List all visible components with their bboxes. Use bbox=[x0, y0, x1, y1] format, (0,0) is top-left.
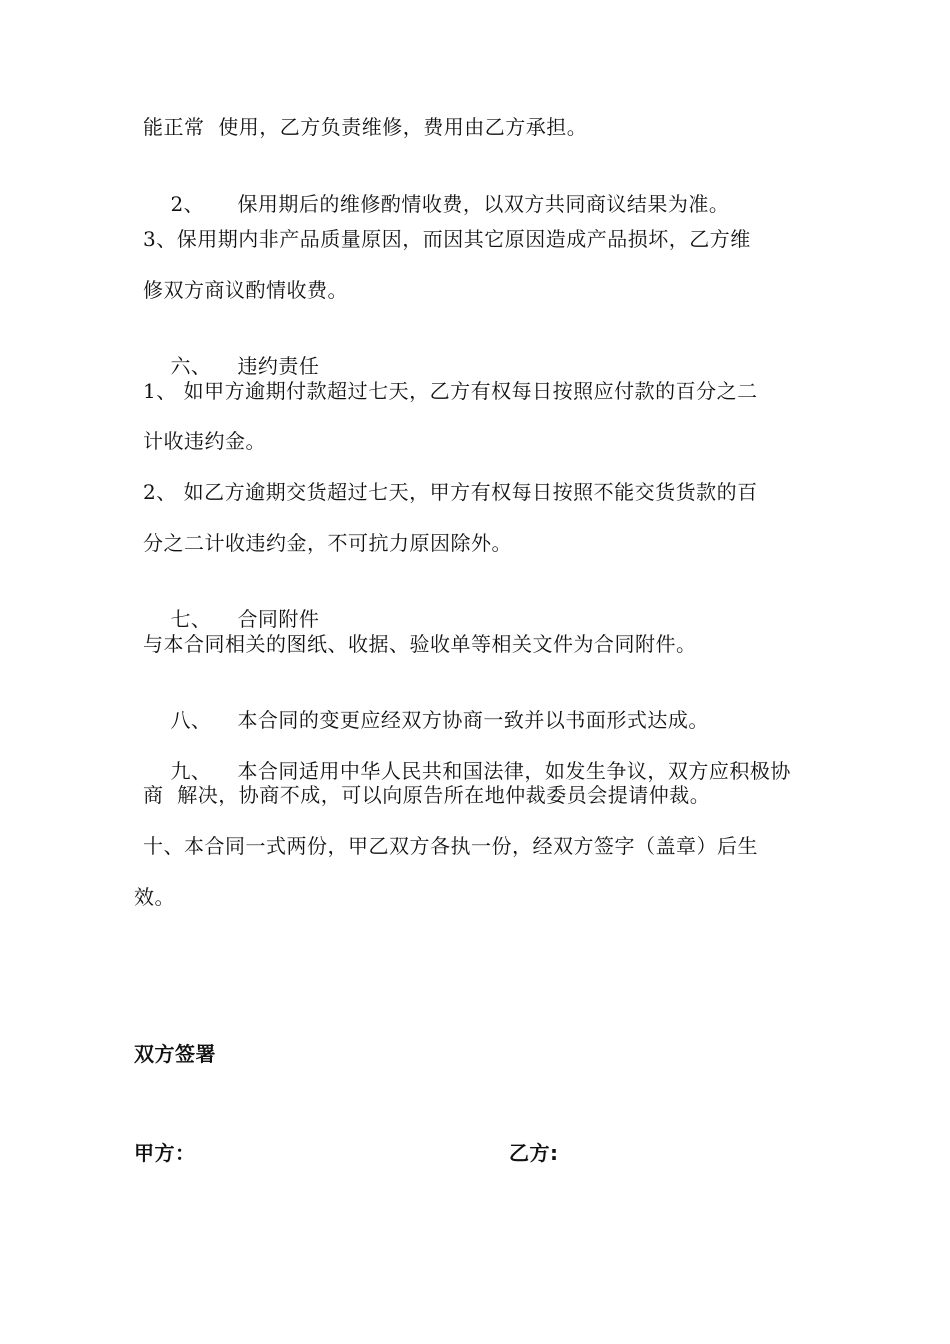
warranty-item-3-line-2: 修双方商议酌情收费。 bbox=[143, 278, 348, 302]
signature-heading: 双方签署 bbox=[134, 1042, 216, 1066]
item-text: 保用期后的维修酌情收费，以双方共同商议结果为准。 bbox=[237, 192, 730, 216]
section-number: 九、 bbox=[170, 759, 212, 783]
section-6-item-2-line-2: 分之二计收违约金，不可抗力原因除外。 bbox=[143, 531, 512, 555]
section-number: 七、 bbox=[170, 607, 212, 631]
section-number: 六、 bbox=[170, 354, 212, 378]
item-number: 2、 bbox=[170, 192, 205, 216]
section-6-item-2-line-1: 2、 如乙方逾期交货超过七天，甲方有权每日按照不能交货货款的百 bbox=[143, 480, 758, 504]
section-7-text: 与本合同相关的图纸、收据、验收单等相关文件为合同附件。 bbox=[143, 632, 697, 656]
party-a-label: 甲方： bbox=[134, 1141, 196, 1165]
section-10-line-1: 十、本合同一式两份，甲乙双方各执一份，经双方签字（盖章）后生 bbox=[143, 834, 758, 858]
section-6-item-1-line-2: 计收违约金。 bbox=[143, 429, 266, 453]
party-b-label: 乙方: bbox=[509, 1141, 559, 1165]
section-text: 本合同的变更应经双方协商一致并以书面形式达成。 bbox=[237, 708, 709, 732]
section-title: 违约责任 bbox=[237, 354, 320, 378]
section-number: 八、 bbox=[170, 708, 212, 732]
section-9-line-2: 商 解决，协商不成，可以向原告所在地仲裁委员会提请仲裁。 bbox=[143, 783, 711, 807]
warranty-item-3-line-1: 3、保用期内非产品质量原因，而因其它原因造成产品损坏，乙方维 bbox=[143, 227, 751, 251]
warranty-text-continued: 能正常 使用，乙方负责维修，费用由乙方承担。 bbox=[143, 115, 588, 139]
section-10-line-2: 效。 bbox=[134, 885, 175, 909]
section-title: 合同附件 bbox=[237, 607, 320, 631]
section-6-item-1-line-1: 1、 如甲方逾期付款超过七天，乙方有权每日按照应付款的百分之二 bbox=[143, 379, 758, 403]
section-text: 本合同适用中华人民共和国法律，如发生争议，双方应积极协 bbox=[237, 759, 791, 783]
